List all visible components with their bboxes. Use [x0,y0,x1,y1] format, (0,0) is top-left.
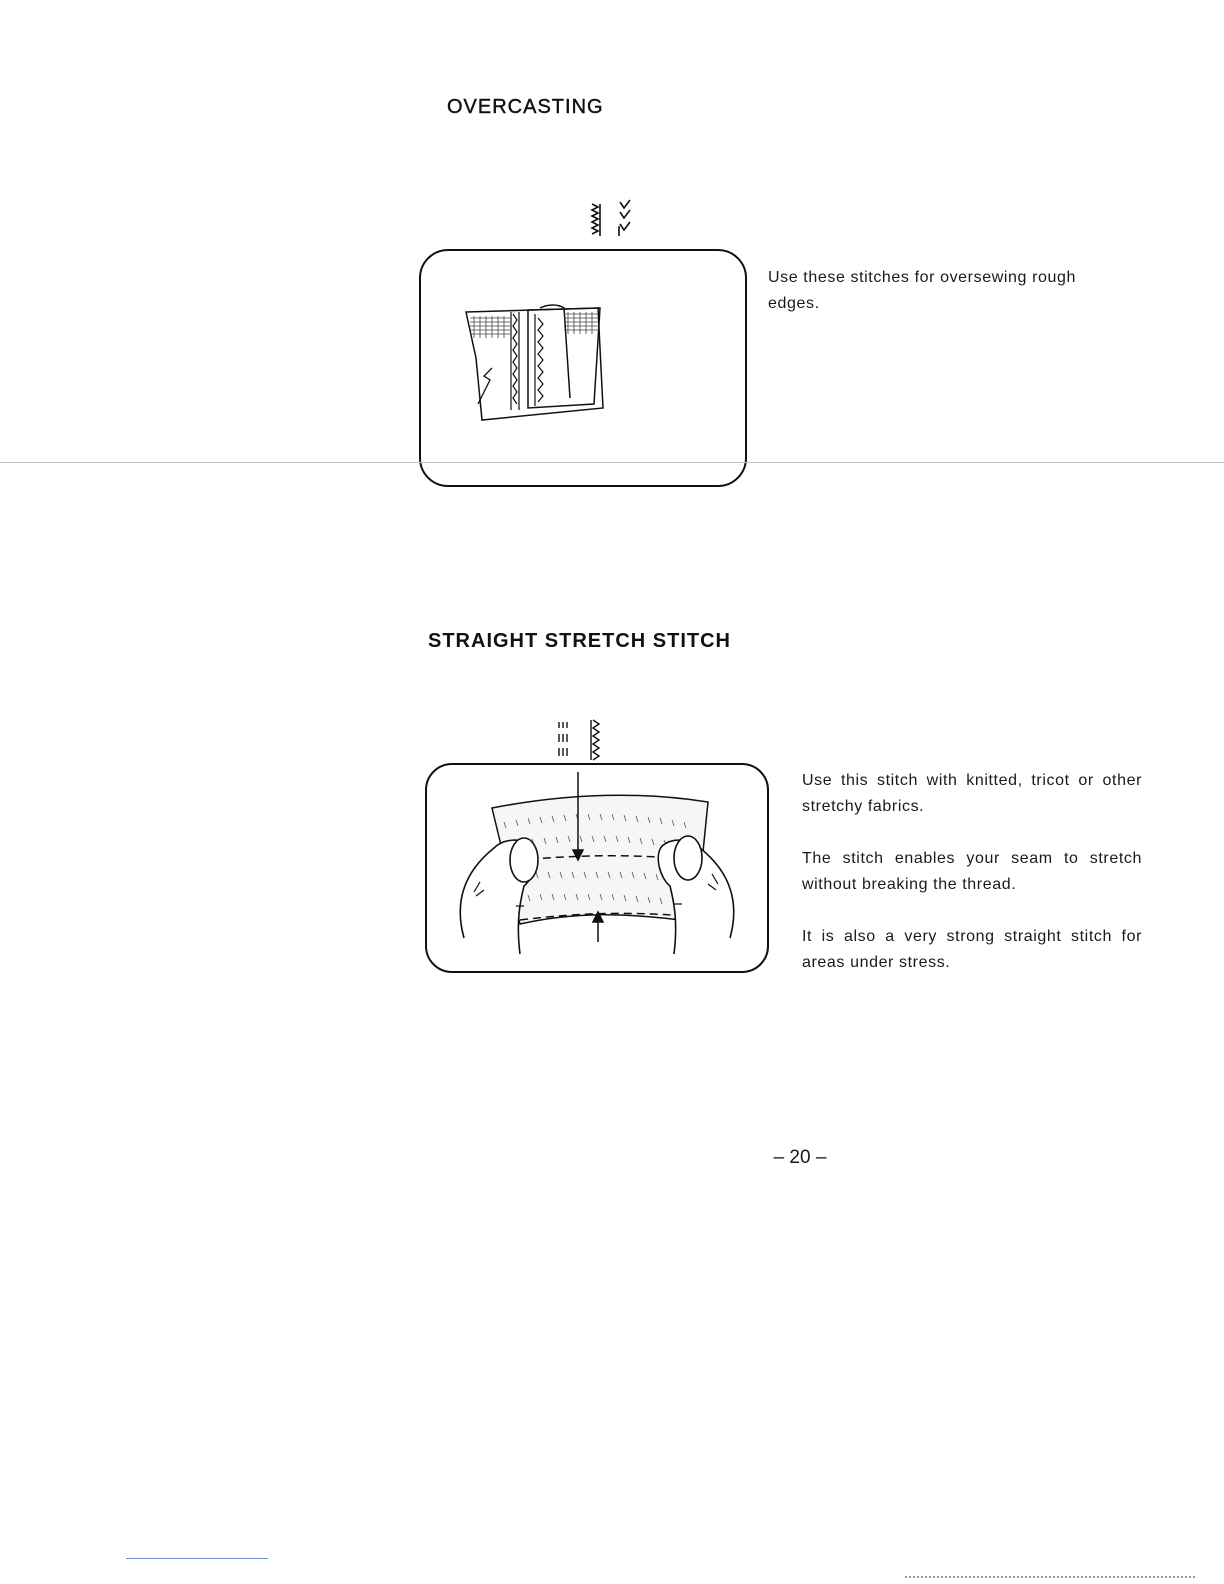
stretch-paragraph-3: It is also a very strong straight stitch for areas under stress. [802,928,1142,971]
scan-edge-mark-left [126,1558,268,1559]
overcast-stitch-symbol-icon [586,196,636,240]
stretch-paragraph-2: The stitch enables your seam to stretch without breaking the thread. [802,850,1142,893]
stretch-paragraph-1: Use this stitch with knitted, tricot or other stretchy fabrics. [802,772,1142,815]
page-number: – 20 – [773,1147,827,1168]
section-title-overcasting: OVERCASTING [447,96,604,118]
straight-stretch-illustration [424,762,770,974]
straight-stretch-symbol-icon [553,718,603,762]
scan-edge-mark-right [905,1576,1195,1578]
section-divider [0,462,1224,463]
overcasting-illustration [418,248,748,488]
overcasting-description: Use these stitches for oversewing rough edges. [768,269,1076,312]
section-title-straight-stretch: STRAIGHT STRETCH STITCH [428,630,731,652]
